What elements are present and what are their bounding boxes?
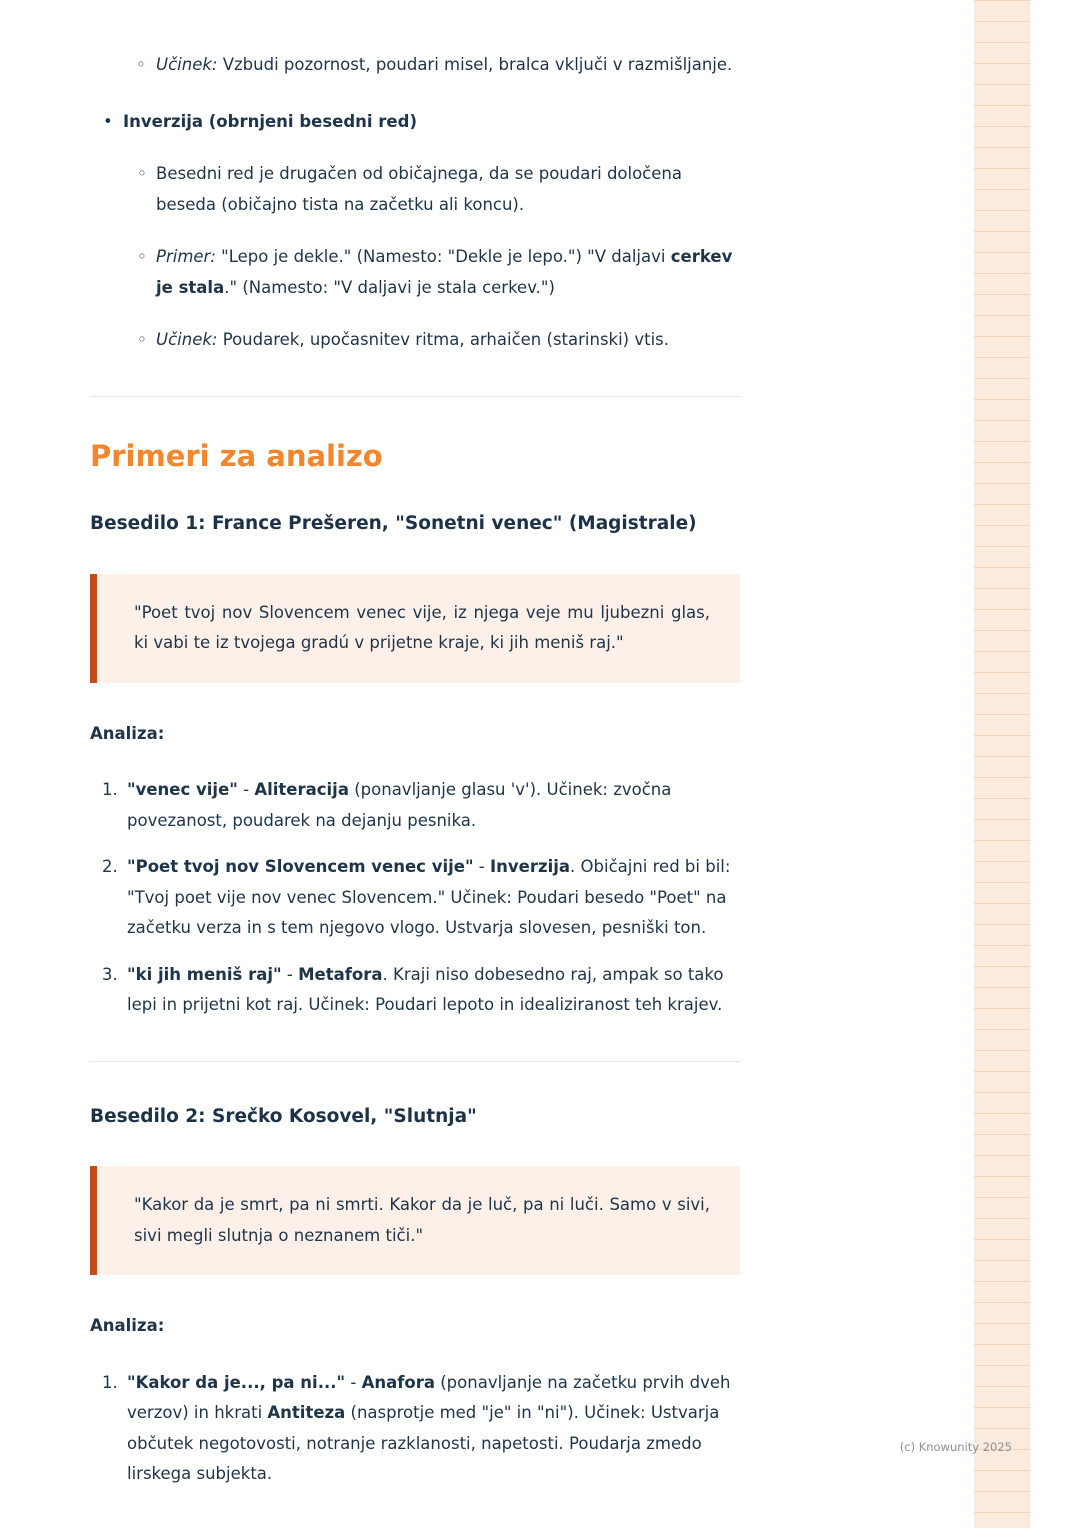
analysis-item: "Poet tvoj nov Slovencem venec vije" - Inverzija. Običajni red bi bil: "Tvoj poet vije nov venec Slovencem." Učinek: Poudari besedo "Poet" na začetku verza in s tem njegovo vlogo. Ustvarja slovesen, pesniški ton. <box>127 857 731 938</box>
list-item-primer: ◦ Primer: "Lepo je dekle." (Namesto: "Dekle je lepo.") "V daljavi cerkev je stala." (Namesto: "V daljavi je stala cerkev.") <box>123 242 740 303</box>
analiza-label-1: Analiza: <box>90 723 165 743</box>
besedilo1-quote-text: "Poet tvoj nov Slovencem venec vije, iz njega veje mu ljubezni glas, ki vabi te iz tvojega gradú v prijetne kraje, ki jih meniš raj." <box>134 602 710 653</box>
besedilo1-blockquote <box>90 574 740 683</box>
besedilo1-heading: Besedilo 1: France Prešeren, "Sonetni venec" (Magistrale) <box>90 513 697 535</box>
analysis-item: "Kakor da je..., pa ni..." - Anafora (ponavljanje na začetku prvih dveh verzov) in hkrati Antiteza (nasprotje med "je" in "ni"). Učinek: Ustvarja občutek negotovosti, notranje razklanosti, napetosti. Poudarja zmedo lirskega subjekta. <box>127 1372 731 1484</box>
besedilo2-blockquote <box>90 1166 740 1275</box>
list-item-ucinek: ◦ Učinek: Poudarek, upočasnitev ritma, arhaičen (starinski) vtis. <box>123 325 740 356</box>
decorative-side-stripe <box>974 0 1030 1528</box>
list-item-inverzija <box>90 107 740 356</box>
inverzija-title: Inverzija (obrnjeni besedni red) <box>123 111 417 131</box>
list-item-ucinek: ◦ Učinek: Vzbudi pozornost, poudari misel, bralca vključi v razmišljanje. <box>90 50 740 81</box>
analysis-item: "ki jih meniš raj" - Metafora. Kraji niso dobesedno raj, ampak so tako lepi in prijetni kot raj. Učinek: Poudari lepoto in idealiziranost teh krajev. <box>127 964 724 1015</box>
analiza-label-2: Analiza: <box>90 1316 165 1336</box>
analysis-item: "venec vije" - Aliteracija (ponavljanje glasu 'v'). Učinek: zvočna povezanost, poudarek na dejanju pesnika. <box>127 780 672 830</box>
continued-sublist <box>90 50 740 81</box>
analysis-list-1 <box>90 775 740 1021</box>
bullet-list-inverzija <box>90 107 740 356</box>
analysis-list-2 <box>90 1368 740 1490</box>
besedilo2-quote-text: "Kakor da je smrt, pa ni smrti. Kakor da je luč, pa ni luči. Samo v sivi, sivi megli slutnja o neznanem tiči." <box>134 1195 710 1245</box>
copyright-footer: (c) Knowunity 2025 <box>899 1440 1012 1454</box>
section-divider <box>90 396 740 397</box>
inverzija-sublist <box>123 159 740 356</box>
besedilo2-heading: Besedilo 2: Srečko Kosovel, "Slutnja" <box>90 1105 477 1127</box>
section-divider <box>90 1061 740 1062</box>
page-title: Primeri za analizo <box>90 438 383 473</box>
list-item-besedni-red: ◦ Besedni red je drugačen od običajnega, da se poudari določena beseda (običajno tista na začetku ali koncu). <box>123 159 740 220</box>
